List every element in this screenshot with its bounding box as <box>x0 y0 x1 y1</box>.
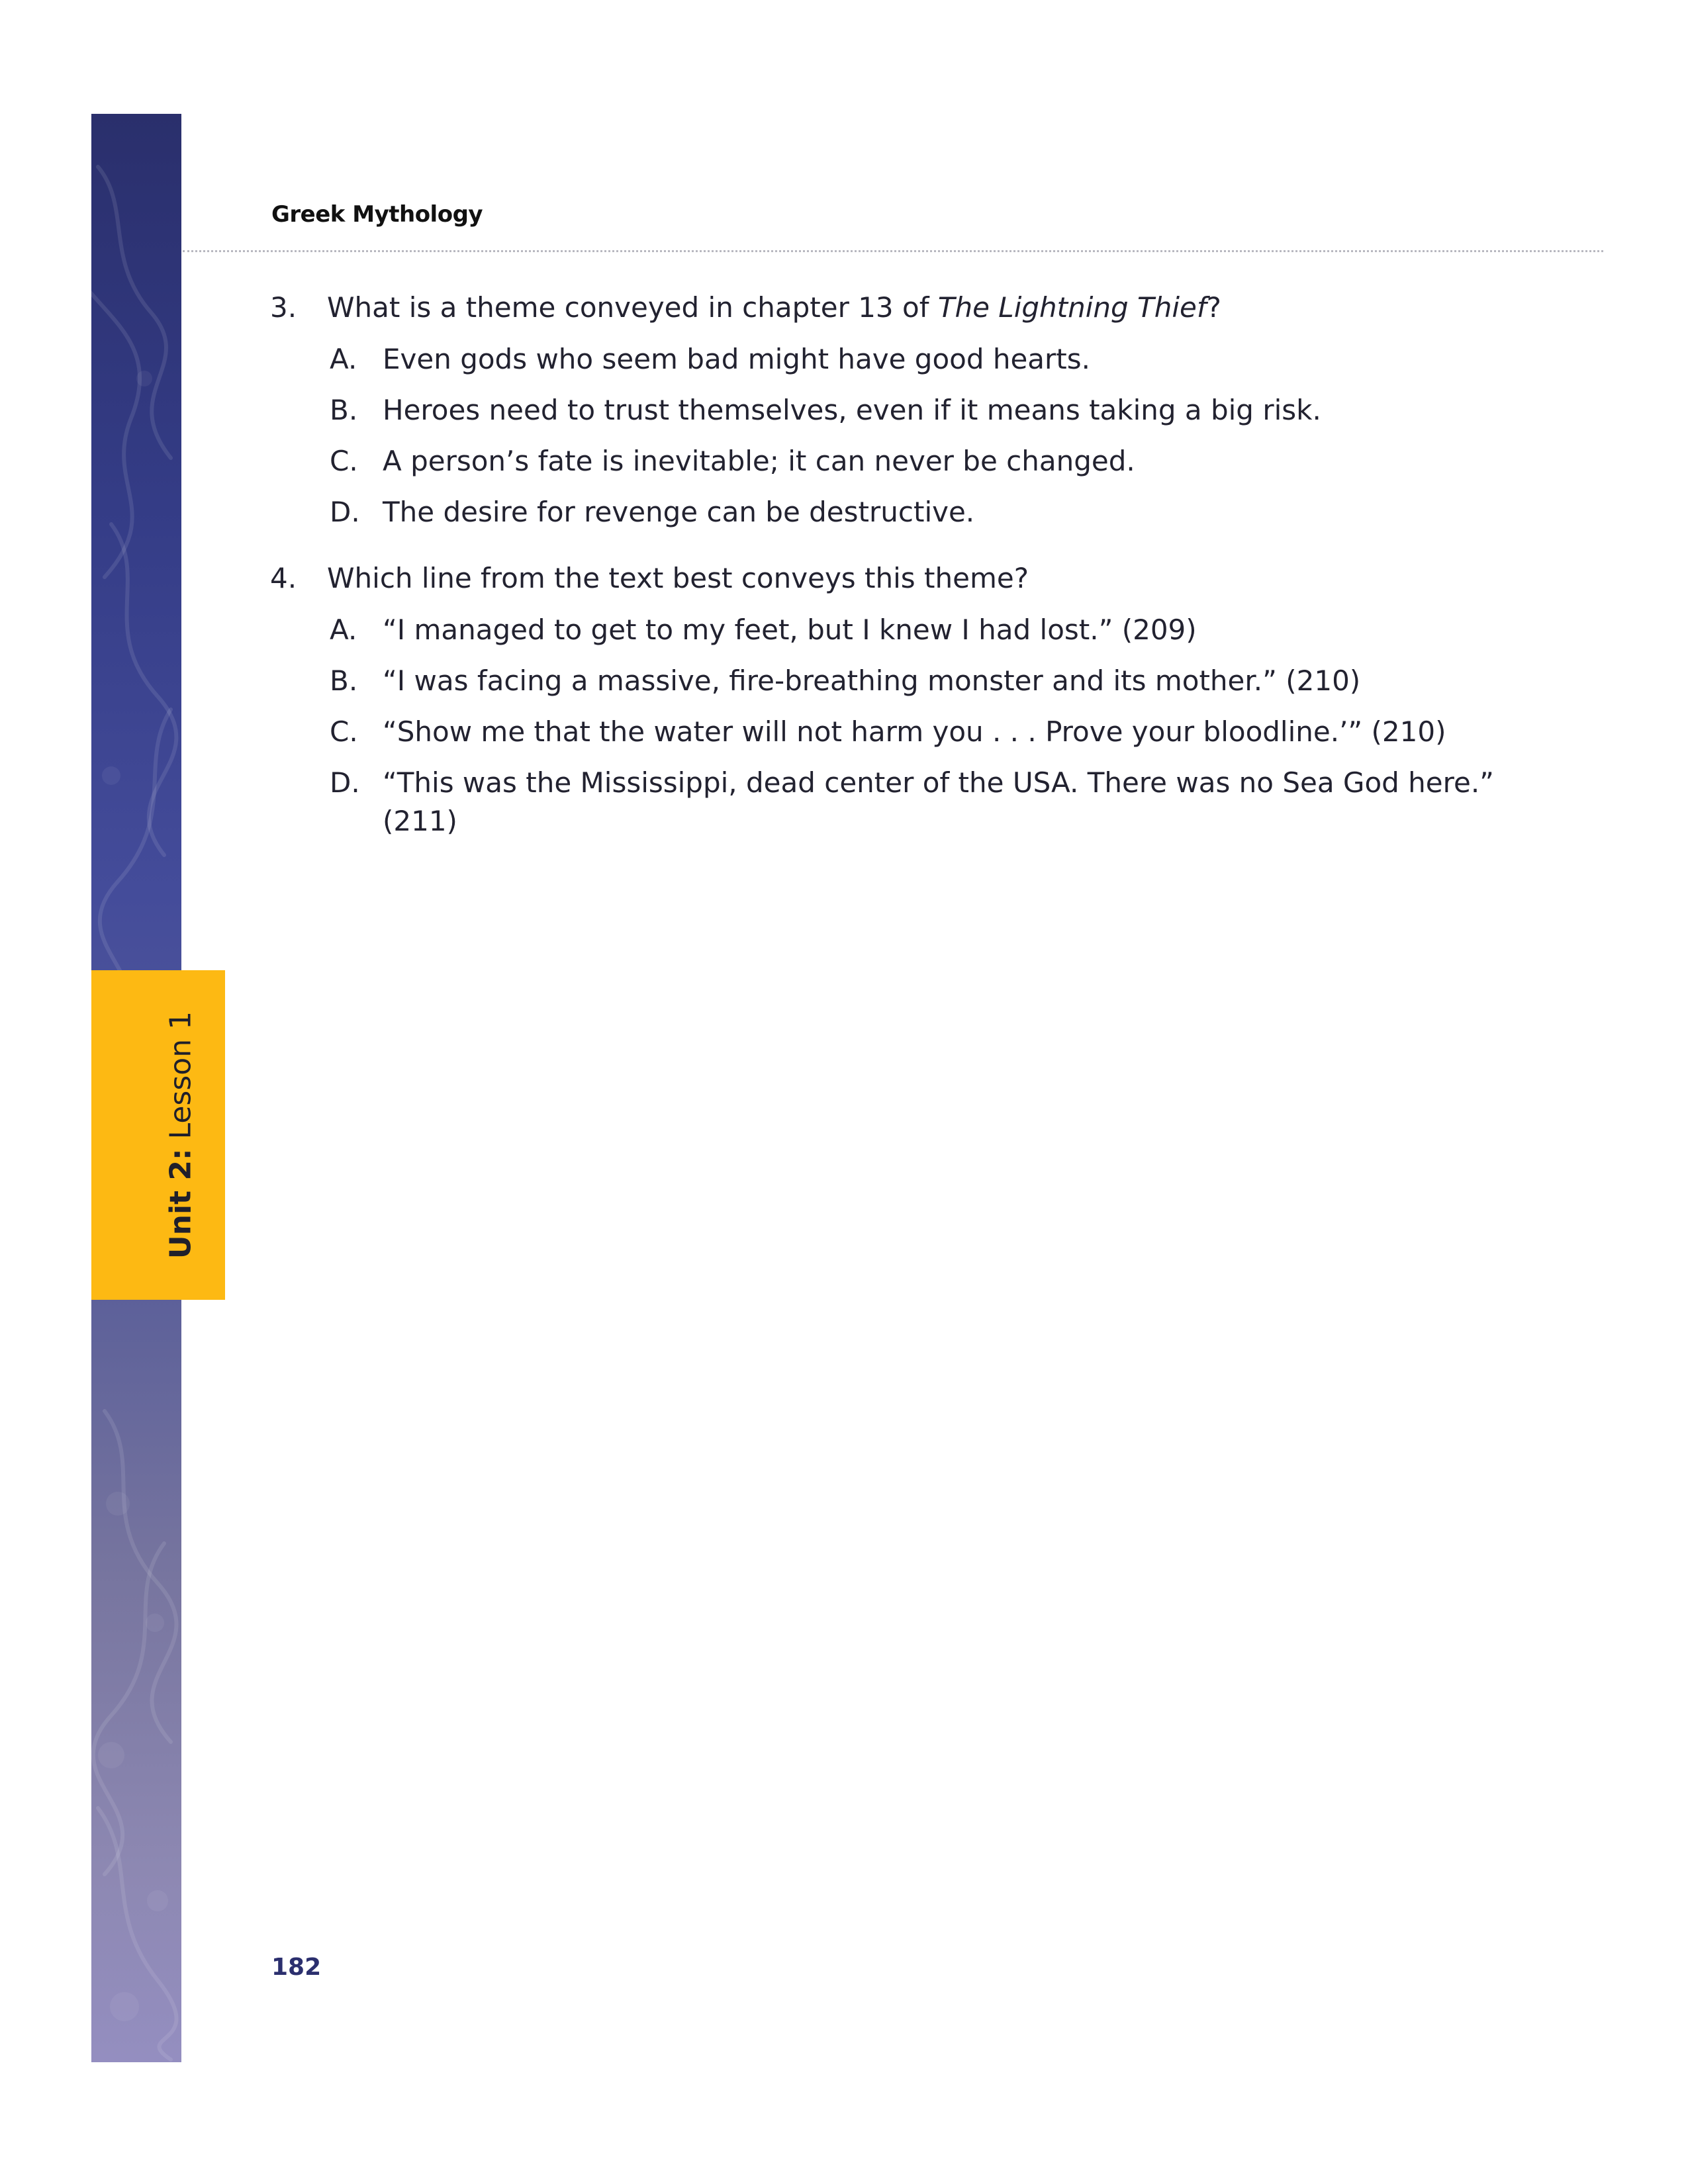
header-divider <box>183 250 1603 252</box>
answer-options <box>270 611 1587 841</box>
answer-option-b[interactable] <box>270 662 1508 700</box>
option-text: “This was the Mississippi, dead center of the USA. There was no Sea God here.” (211) <box>383 766 1494 837</box>
running-header: Greek Mythology <box>271 201 483 228</box>
answer-option-b[interactable] <box>270 391 1508 430</box>
option-text: Even gods who seem bad might have good hearts. <box>383 343 1091 375</box>
unit-tab-label <box>164 1011 198 1259</box>
answer-option-d[interactable] <box>270 764 1508 841</box>
answer-option-d[interactable] <box>270 493 1508 531</box>
unit-tab <box>91 970 225 1300</box>
question-number: 4. <box>270 562 297 594</box>
lesson-label: Lesson 1 <box>164 1011 198 1140</box>
book-title: The Lightning Thief <box>937 291 1207 324</box>
option-letter: D. <box>330 496 360 528</box>
answer-option-a[interactable] <box>270 340 1508 379</box>
option-text: “I was facing a massive, fire-breathing monster and its mother.” (210) <box>383 664 1361 697</box>
question-3 <box>270 289 1587 531</box>
option-letter: C. <box>330 715 358 748</box>
option-text: Heroes need to trust themselves, even if it means taking a big risk. <box>383 394 1321 426</box>
unit-label: Unit 2: <box>164 1148 198 1259</box>
option-letter: D. <box>330 766 360 799</box>
answer-option-c[interactable] <box>270 442 1508 480</box>
question-stem <box>270 559 1587 598</box>
question-number: 3. <box>270 291 297 324</box>
question-stem <box>270 289 1587 327</box>
option-letter: A. <box>330 614 357 646</box>
option-text: A person’s fate is inevitable; it can never be changed. <box>383 445 1135 477</box>
question-text-end: ? <box>1206 291 1221 324</box>
answer-option-c[interactable] <box>270 713 1508 751</box>
question-text: What is a theme conveyed in chapter 13 of <box>327 291 938 324</box>
question-4 <box>270 559 1587 841</box>
option-letter: A. <box>330 343 357 375</box>
option-text: “I managed to get to my feet, but I knew I had lost.” (209) <box>383 614 1197 646</box>
option-letter: B. <box>330 394 358 426</box>
page-number: 182 <box>271 1954 322 1981</box>
answer-option-a[interactable] <box>270 611 1508 649</box>
question-list <box>270 289 1587 868</box>
option-text: The desire for revenge can be destructive. <box>383 496 975 528</box>
option-letter: C. <box>330 445 358 477</box>
option-text: “Show me that the water will not harm you . . . Prove your bloodline.’” (210) <box>383 715 1446 748</box>
option-letter: B. <box>330 664 358 697</box>
question-text: Which line from the text best conveys this theme? <box>327 562 1029 594</box>
answer-options <box>270 340 1587 531</box>
